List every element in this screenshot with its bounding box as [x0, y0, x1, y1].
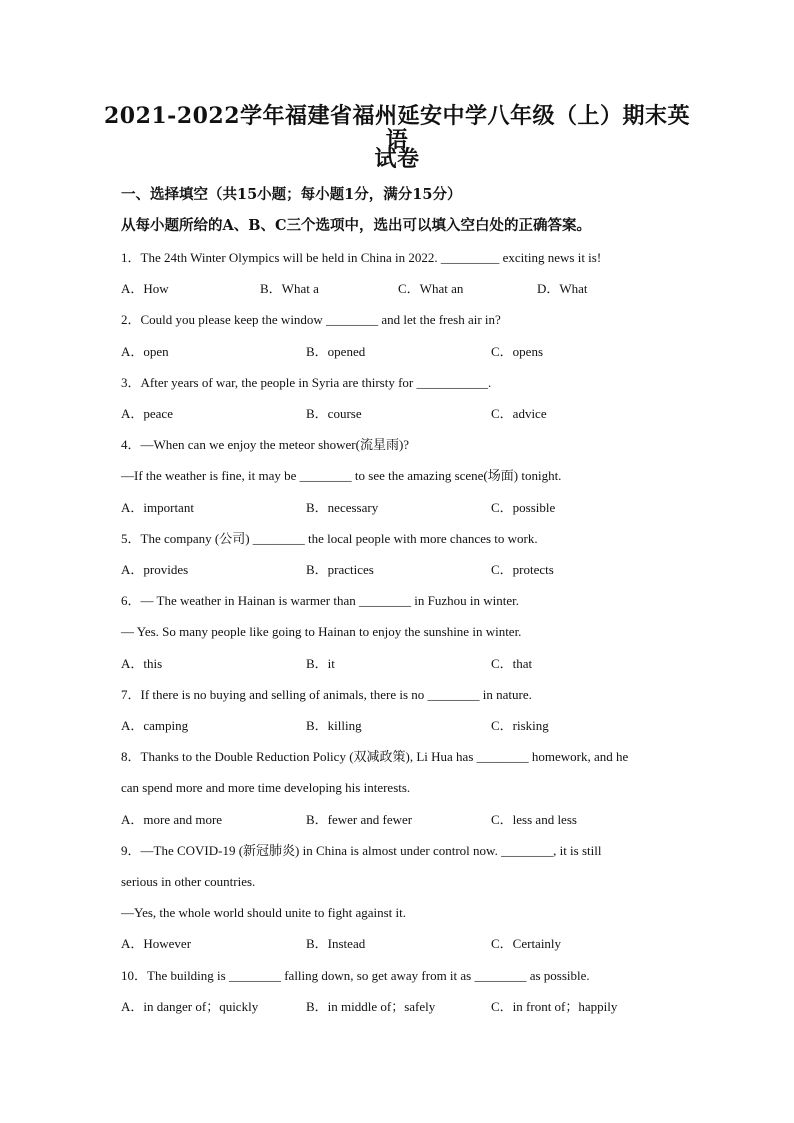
answer-option: A．How	[121, 281, 169, 296]
answer-option: C．What an	[398, 281, 464, 296]
answer-option: B．practices	[306, 562, 374, 577]
section-heading: 一、选择填空（共15小题；每小题1分，满分15分）	[121, 186, 462, 203]
answer-option: A．open	[121, 344, 169, 359]
answer-option: B．in middle of；safely	[306, 999, 436, 1014]
answer-option: B．it	[306, 656, 335, 671]
question-stem: can spend more and more time developing his interests.	[121, 780, 411, 795]
answer-option: D．What	[537, 281, 588, 296]
question-stem: 3．After years of war, the people in Syria are thirsty for ___________.	[121, 375, 492, 390]
answer-option: A．in danger of；quickly	[121, 999, 259, 1014]
question-stem: — Yes. So many people like going to Hainan to enjoy the sunshine in winter.	[121, 624, 522, 639]
question-stem: 6．— The weather in Hainan is warmer than ________ in Fuzhou in winter.	[121, 593, 519, 608]
question-stem: 7．If there is no buying and selling of animals, there is no ________ in nature.	[121, 687, 532, 702]
section-instruction: 从每小题所给的A、B、C三个选项中，选出可以填入空白处的正确答案。	[121, 217, 592, 234]
answer-option: C．in front of；happily	[491, 999, 618, 1014]
answer-option: A．provides	[121, 562, 189, 577]
question-stem: 5．The company (公司) ________ the local people with more chances to work.	[121, 531, 538, 546]
answer-option: A．important	[121, 500, 194, 515]
answer-option: B．Instead	[306, 936, 366, 951]
question-stem: 2．Could you please keep the window ________ and let the fresh air in?	[121, 312, 501, 327]
question-stem: 10．The building is ________ falling down, so get away from it as ________ as possible.	[121, 968, 590, 983]
answer-option: C．Certainly	[491, 936, 562, 951]
question-stem: serious in other countries.	[121, 874, 256, 889]
answer-option: B．opened	[306, 344, 366, 359]
answer-option: C．opens	[491, 344, 544, 359]
question-stem: 9．—The COVID-19 (新冠肺炎) in China is almost under control now. ________, it is still	[121, 843, 602, 858]
exam-title-line1: 2021-2022学年福建省福州延安中学八年级（上）期末英语	[103, 103, 691, 153]
answer-option: C．less and less	[491, 812, 577, 827]
answer-option: C．risking	[491, 718, 549, 733]
answer-option: A．peace	[121, 406, 173, 421]
answer-option: C．protects	[491, 562, 554, 577]
question-stem: —If the weather is fine, it may be ________ to see the amazing scene(场面) tonight.	[121, 468, 562, 483]
answer-option: A．this	[121, 656, 163, 671]
answer-option: B．course	[306, 406, 362, 421]
answer-option: A．camping	[121, 718, 189, 733]
exam-title-line2: 试卷	[374, 146, 420, 172]
answer-option: C．possible	[491, 500, 556, 515]
answer-option: B．What a	[260, 281, 319, 296]
answer-option: B．necessary	[306, 500, 379, 515]
question-stem: 8．Thanks to the Double Reduction Policy (双减政策), Li Hua has ________ homework, and he	[121, 749, 629, 764]
answer-option: B．killing	[306, 718, 362, 733]
answer-option: B．fewer and fewer	[306, 812, 413, 827]
answer-option: A．more and more	[121, 812, 223, 827]
answer-option: A．However	[121, 936, 192, 951]
answer-option: C．advice	[491, 406, 547, 421]
question-stem: 4．—When can we enjoy the meteor shower(流星雨)?	[121, 437, 410, 452]
answer-option: C．that	[491, 656, 533, 671]
question-stem: 1．The 24th Winter Olympics will be held in China in 2022. _________ exciting news it is!	[121, 250, 602, 265]
question-stem: —Yes, the whole world should unite to fight against it.	[121, 905, 407, 920]
